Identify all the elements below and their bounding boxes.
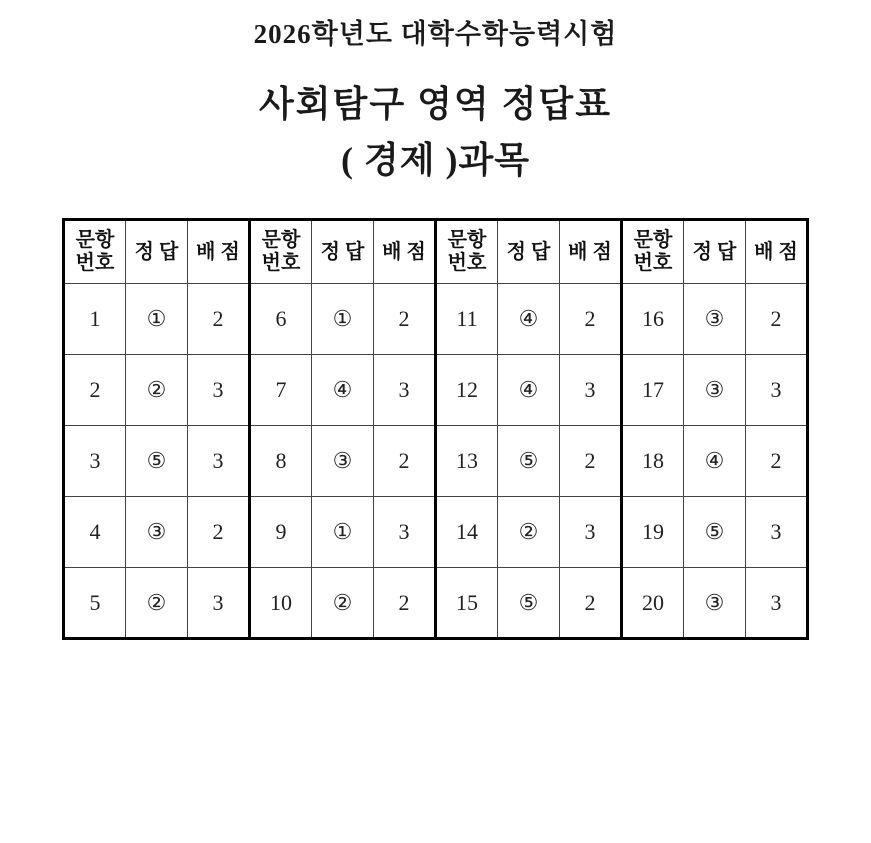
- answer-cell: ④: [498, 355, 560, 426]
- question-number-cell: 16: [622, 284, 684, 355]
- answer-cell: ③: [684, 355, 746, 426]
- question-number-cell: 17: [622, 355, 684, 426]
- header-line: 문항: [261, 229, 301, 251]
- answer-cell: ④: [684, 426, 746, 497]
- answer-cell: ②: [498, 497, 560, 568]
- question-number-cell: 12: [436, 355, 498, 426]
- question-number-cell: 3: [64, 426, 126, 497]
- points-cell: 2: [746, 284, 808, 355]
- header-points: 배 점: [560, 220, 622, 284]
- points-cell: 3: [560, 355, 622, 426]
- question-number-cell: 13: [436, 426, 498, 497]
- points-cell: 3: [746, 355, 808, 426]
- header-question-number: [64, 220, 126, 284]
- answer-cell: ②: [312, 568, 374, 639]
- answer-cell: ④: [312, 355, 374, 426]
- points-cell: 2: [560, 284, 622, 355]
- header-line: 문항: [633, 229, 673, 251]
- points-cell: 3: [374, 355, 436, 426]
- subject-title: ( 경제 )과목: [340, 140, 531, 180]
- answer-cell: ④: [498, 284, 560, 355]
- header-line: 번호: [261, 252, 301, 274]
- points-cell: 2: [374, 568, 436, 639]
- points-cell: 3: [746, 568, 808, 639]
- header-points: 배 점: [374, 220, 436, 284]
- points-cell: 3: [746, 497, 808, 568]
- header-line: 번호: [75, 252, 115, 274]
- points-cell: 2: [560, 568, 622, 639]
- points-cell: 3: [188, 355, 250, 426]
- question-number-cell: 20: [622, 568, 684, 639]
- points-cell: 3: [188, 568, 250, 639]
- exam-title: 2026학년도 대학수학능력시험: [253, 19, 618, 49]
- table-row: [64, 284, 808, 355]
- points-cell: 3: [560, 497, 622, 568]
- answer-cell: ①: [312, 284, 374, 355]
- title-block: [0, 12, 871, 183]
- answer-cell: ①: [126, 284, 188, 355]
- table-row: [64, 568, 808, 639]
- table-row: [64, 497, 808, 568]
- header-answer: 정 답: [126, 220, 188, 284]
- header-question-number: [250, 220, 312, 284]
- answer-cell: ⑤: [498, 568, 560, 639]
- header-points: 배 점: [746, 220, 808, 284]
- header-question-number: [622, 220, 684, 284]
- section-title: 사회탐구 영역 정답표: [259, 84, 612, 124]
- header-answer: 정 답: [684, 220, 746, 284]
- answer-cell: ⑤: [498, 426, 560, 497]
- header-answer: 정 답: [312, 220, 374, 284]
- table-row: [64, 426, 808, 497]
- question-number-cell: 11: [436, 284, 498, 355]
- table-row: [64, 355, 808, 426]
- header-line: 번호: [633, 252, 673, 274]
- answer-cell: ③: [684, 568, 746, 639]
- question-number-cell: 6: [250, 284, 312, 355]
- answer-cell: ③: [126, 497, 188, 568]
- points-cell: 2: [188, 284, 250, 355]
- answer-cell: ①: [312, 497, 374, 568]
- question-number-cell: 4: [64, 497, 126, 568]
- question-number-cell: 18: [622, 426, 684, 497]
- question-number-cell: 10: [250, 568, 312, 639]
- header-question-number: [436, 220, 498, 284]
- question-number-cell: 14: [436, 497, 498, 568]
- question-number-cell: 5: [64, 568, 126, 639]
- points-cell: 2: [560, 426, 622, 497]
- header-line: 번호: [447, 252, 487, 274]
- answer-cell: ②: [126, 355, 188, 426]
- points-cell: 3: [374, 497, 436, 568]
- question-number-cell: 8: [250, 426, 312, 497]
- question-number-cell: 2: [64, 355, 126, 426]
- header-line: 문항: [75, 229, 115, 251]
- points-cell: 2: [746, 426, 808, 497]
- table-header-row: [64, 220, 808, 284]
- question-number-cell: 1: [64, 284, 126, 355]
- header-answer: 정 답: [498, 220, 560, 284]
- points-cell: 3: [188, 426, 250, 497]
- answer-key-table: [62, 218, 809, 640]
- answer-cell: ③: [312, 426, 374, 497]
- question-number-cell: 19: [622, 497, 684, 568]
- points-cell: 2: [374, 426, 436, 497]
- header-line: 문항: [447, 229, 487, 251]
- points-cell: 2: [374, 284, 436, 355]
- answer-cell: ⑤: [684, 497, 746, 568]
- question-number-cell: 15: [436, 568, 498, 639]
- header-points: 배 점: [188, 220, 250, 284]
- question-number-cell: 7: [250, 355, 312, 426]
- answer-cell: ②: [126, 568, 188, 639]
- points-cell: 2: [188, 497, 250, 568]
- answer-cell: ⑤: [126, 426, 188, 497]
- answer-cell: ③: [684, 284, 746, 355]
- question-number-cell: 9: [250, 497, 312, 568]
